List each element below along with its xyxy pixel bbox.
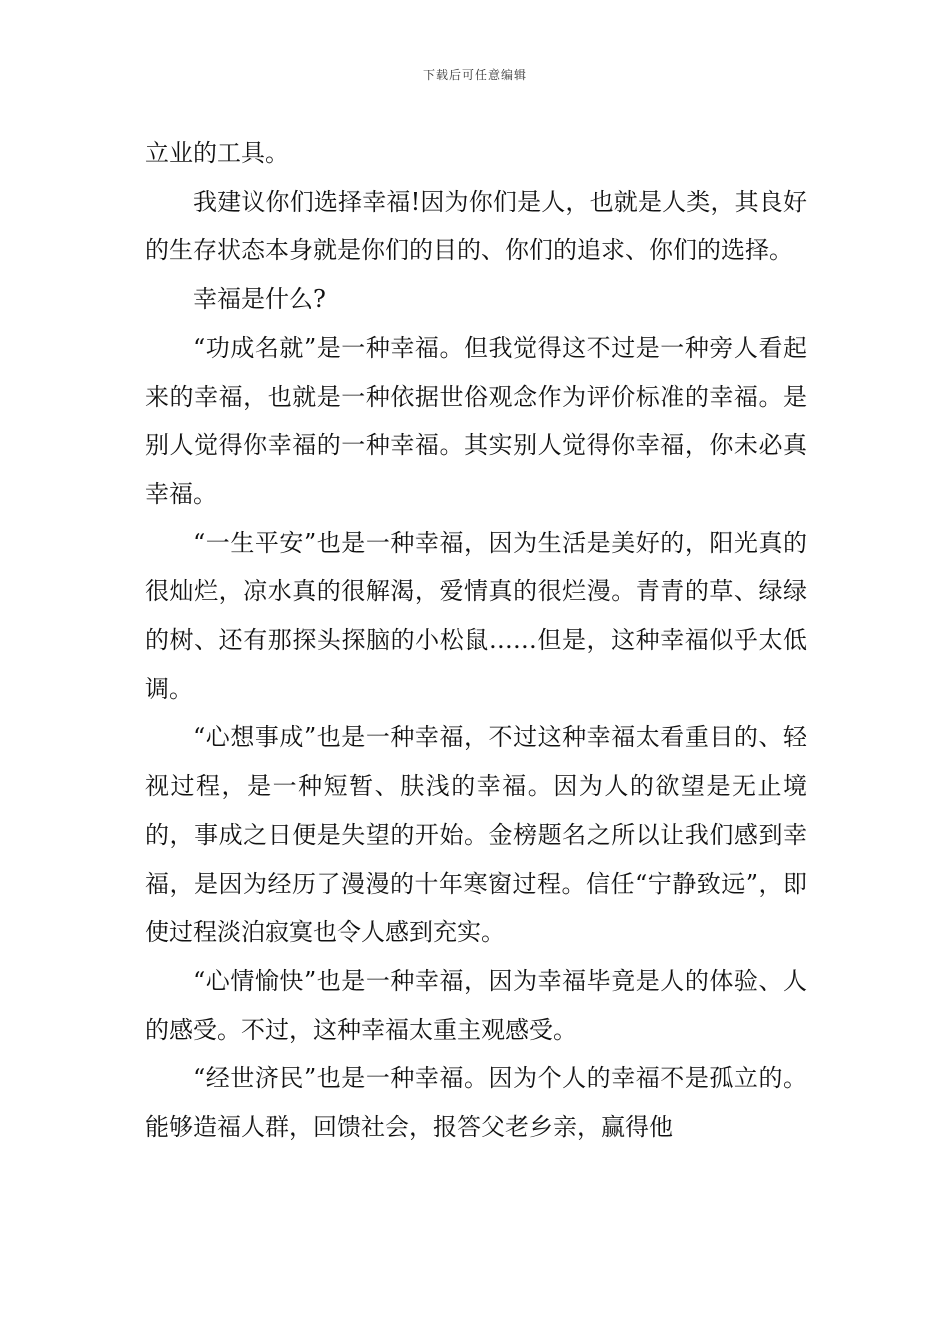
paragraph: “功成名就”是一种幸福。但我觉得这不过是一种旁人看起来的幸福，也就是一种依据世俗观念作为评价标准的幸福。是别人觉得你幸福的一种幸福。其实别人觉得你幸福，你未必真幸福。	[145, 333, 807, 508]
page-header: 下载后可任意编辑	[422, 68, 527, 82]
paragraph: “心情愉快”也是一种幸福，因为幸福毕竟是人的体验、人的感受。不过，这种幸福太重主观感受。	[145, 966, 807, 1044]
paragraph: “经世济民”也是一种幸福。因为个人的幸福不是孤立的。能够造福人群，回馈社会，报答父老乡亲，赢得他	[145, 1064, 807, 1142]
paragraph: 立业的工具。	[145, 139, 289, 167]
paragraph: 幸福是什么?	[193, 285, 326, 314]
paragraph: “心想事成”也是一种幸福，不过这种幸福太看重目的、轻视过程，是一种短暂、肤浅的幸福。因为人的欲望是无止境的，事成之日便是失望的开始。金榜题名之所以让我们感到幸福，是因为经历了漫漫的十年寒窗过程。信任“宁静致远”，即使过程淡泊寂寞也令人感到充实。	[145, 723, 807, 947]
document-body	[145, 129, 807, 1152]
paragraph: “一生平安”也是一种幸福，因为生活是美好的，阳光真的很灿烂，凉水真的很解渴，爱情真的很烂漫。青青的草、绿绿的树、还有那探头探脑的小松鼠……但是，这种幸福似乎太低调。	[145, 528, 807, 703]
paragraph: 我建议你们选择幸福!因为你们是人，也就是人类，其良好的生存状态本身就是你们的目的、你们的追求、你们的选择。	[145, 187, 807, 265]
